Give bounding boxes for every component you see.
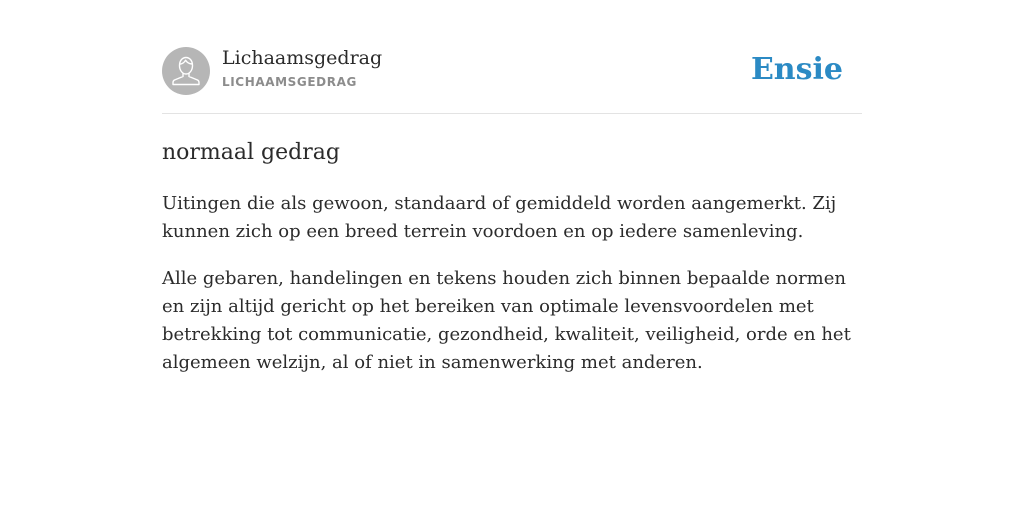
user-icon — [162, 47, 210, 95]
term-title: normaal gedrag — [162, 140, 340, 165]
definition-paragraph: Uitingen die als gewoon, standaard of gemiddeld worden aangemerkt. Zij kunnen zich op een breed terrein voordoen en op iedere samenleving. — [162, 193, 837, 242]
author-name[interactable]: Lichaamsgedrag — [222, 47, 383, 69]
definition-card — [162, 46, 862, 377]
brand-logo[interactable]: Ensie — [750, 52, 843, 87]
card-header — [162, 46, 862, 114]
avatar[interactable] — [162, 47, 210, 95]
author-subtitle[interactable]: LICHAAMSGEDRAG — [222, 75, 357, 89]
definition-paragraph: Alle gebaren, handelingen en tekens houden zich binnen bepaalde normen en zijn altijd gericht op het bereiken van optimale levensvoordelen met betrekking tot communicatie, gezondheid, kwaliteit, veiligheid, orde en het algemeen welzijn, al of niet in samenwerking met anderen. — [162, 268, 851, 373]
